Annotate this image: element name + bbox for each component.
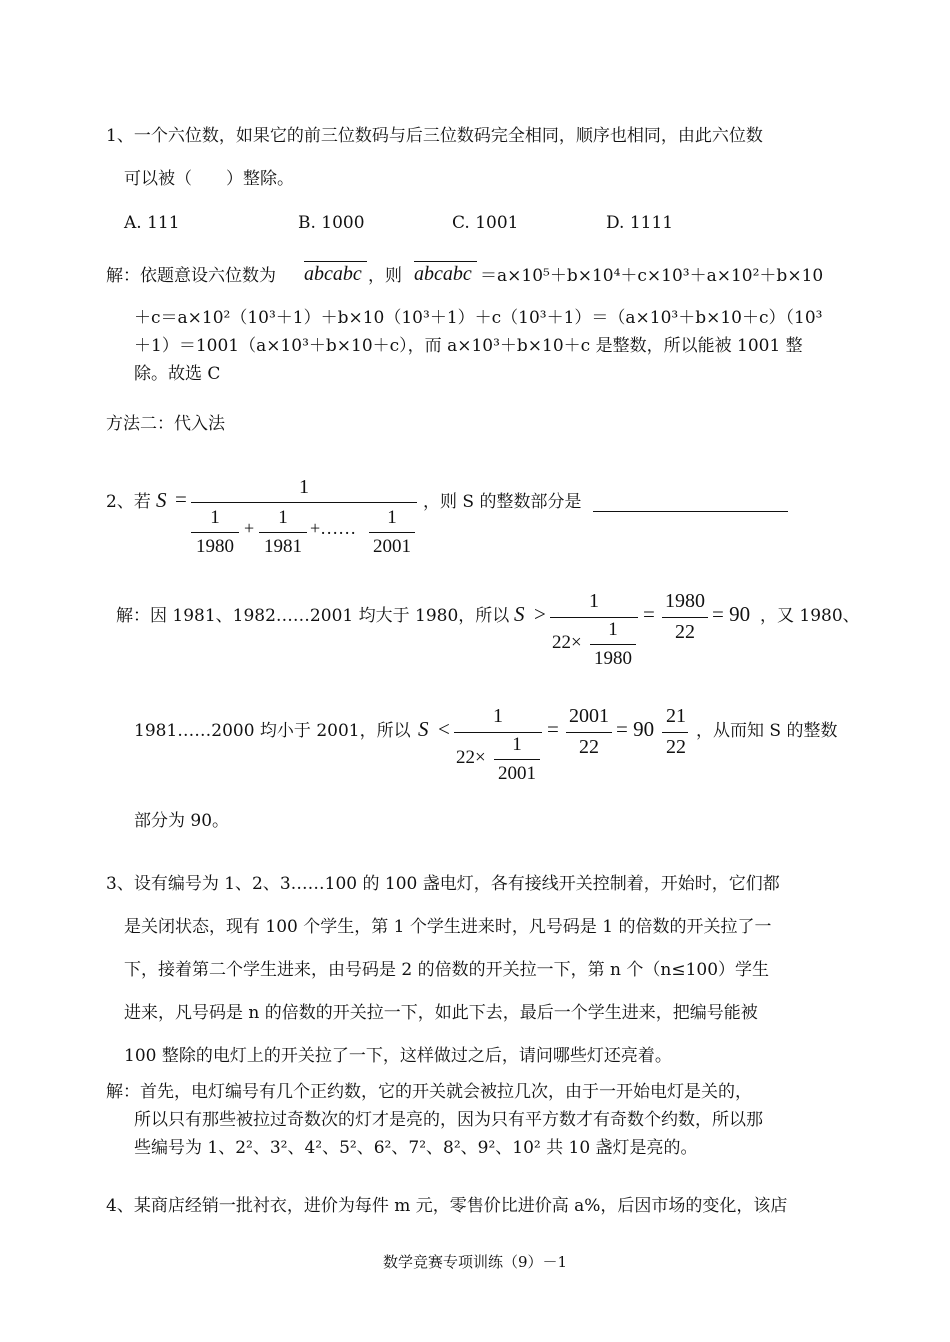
q2-solution2-eq90: = 90 xyxy=(616,717,655,741)
q2-answer-blank[interactable] xyxy=(593,511,788,512)
q3-line4: 进来，凡号码是 n 的倍数的开关拉一下，如此下去，最后一个学生进来，把编号能被 xyxy=(124,1003,758,1023)
q2-sub3-bar xyxy=(369,532,415,533)
q1-solution-mid: ，则 xyxy=(368,266,402,286)
q1-solution-line3: ＋1）＝1001（a×10³＋b×10＋c），而 a×10³＋b×10＋c 是整数，所以能被 1001 整 xyxy=(134,336,803,356)
q2-solution1-res-num: 1980 xyxy=(665,590,705,612)
q2-solution1-res-den: 22 xyxy=(675,621,695,643)
q2-solution2-mixed-den: 22 xyxy=(666,736,686,758)
q1-solution-rest: ＝a×10⁵＋b×10⁴＋c×10³＋a×10²＋b×10 xyxy=(480,266,824,286)
q2-solution2-res-bar xyxy=(566,732,612,733)
q3-solution-line1: 解：首先，电灯编号有几个正约数，它的开关就会被拉几次，由于一开始电灯是关的， xyxy=(106,1082,752,1102)
q3-line5: 100 整除的电灯上的开关拉了一下，这样做过之后，请问哪些灯还亮着。 xyxy=(124,1046,672,1066)
q2-solution1-numerator: 1 xyxy=(589,590,599,612)
q2-solution1-res-bar xyxy=(662,617,708,618)
q3-solution-line3: 些编号为 1、2²、3²、4²、5²、6²、7²、8²、9²、10² 共 10 盏灯是亮的。 xyxy=(134,1138,698,1158)
q2-sub1-bar xyxy=(191,532,239,533)
q2-prefix: 2、若 xyxy=(106,492,151,512)
q2-solution1-inner-den: 1980 xyxy=(594,648,632,669)
q1-overline-2 xyxy=(414,261,477,262)
q1-line2: 可以被（ ）整除。 xyxy=(124,169,294,189)
q1-option-b: B. 1000 xyxy=(298,213,365,233)
q2-solution1-gt: > xyxy=(534,602,546,626)
q2-numerator-1: 1 xyxy=(299,476,309,498)
q2-solution2-k: 22× xyxy=(456,747,486,768)
q2-sub3-numerator: 1 xyxy=(387,507,397,528)
q1-solution-line2: ＋c＝a×10²（10³＋1）＋b×10（10³＋1）＋c（10³＋1）＝（a×10³＋b×10＋c）（10³ xyxy=(134,308,823,328)
q2-sub3-denominator: 2001 xyxy=(373,536,411,557)
q2-s-symbol: S xyxy=(156,488,167,512)
q1-option-c: C. 1001 xyxy=(452,213,519,233)
q3-line1: 3、设有编号为 1、2、3……100 的 100 盏电灯，各有接线开关控制着，开始时，它们都 xyxy=(106,874,780,894)
q2-solution1-eq: = xyxy=(643,602,655,626)
q1-overline-1 xyxy=(304,261,367,262)
q2-solution1-suffix: ，又 1980、 xyxy=(760,606,860,626)
q3-line3: 下，接着第二个学生进来，由号码是 2 的倍数的开关拉一下，第 n 个（n≤100）学生 xyxy=(124,960,770,980)
q2-solution1-bar xyxy=(550,617,638,618)
q3-line2: 是关闭状态，现有 100 个学生，第 1 个学生进来时，凡号码是 1 的倍数的开关拉了一 xyxy=(124,917,772,937)
q2-dots: +…… xyxy=(310,518,357,538)
q2-solution2-inner-num: 1 xyxy=(512,734,522,755)
q2-solution2-inner-bar xyxy=(494,759,540,760)
q2-main-fraction-bar xyxy=(191,502,417,503)
q2-solution1-s: S xyxy=(514,602,525,626)
q2-solution2-numerator: 1 xyxy=(493,705,503,727)
q2-solution2-suffix: ，从而知 S 的整数 xyxy=(696,721,838,741)
q2-solution2-prefix: 1981……2000 均小于 2001，所以 xyxy=(134,721,411,741)
page-footer: 数学竞赛专项训练（9）－1 xyxy=(382,1253,568,1271)
q2-solution2-lt: < xyxy=(438,717,450,741)
q2-solution2-inner-den: 2001 xyxy=(498,763,536,784)
q2-solution2-res-den: 22 xyxy=(579,736,599,758)
q2-solution1-inner-num: 1 xyxy=(608,619,618,640)
q2-solution1-prefix: 解：因 1981、1982……2001 均大于 1980，所以 xyxy=(116,606,510,626)
q2-solution3: 部分为 90。 xyxy=(134,811,230,831)
q1-solution-line4: 除。故选 C xyxy=(134,364,221,384)
q2-solution2-mixed-bar xyxy=(662,732,688,733)
q2-sub2-bar xyxy=(259,532,307,533)
q1-option-a: A. 111 xyxy=(124,213,180,233)
q2-solution1-result: = 90 xyxy=(712,602,751,626)
q2-solution2-res-num: 2001 xyxy=(569,705,609,727)
q2-solution1-k: 22× xyxy=(552,632,582,653)
q1-line1: 1、一个六位数，如果它的前三位数码与后三位数码完全相同，顺序也相同，由此六位数 xyxy=(106,126,763,146)
q1-number-1: abcabc xyxy=(304,263,362,285)
q1-option-d: D. 1111 xyxy=(606,213,674,233)
q1-method2: 方法二：代入法 xyxy=(106,414,225,434)
q2-equals: = xyxy=(175,487,187,511)
q1-number-2: abcabc xyxy=(414,263,472,285)
q4-line1: 4、某商店经销一批衬衣，进价为每件 m 元，零售价比进价高 a%，后因市场的变化，该店 xyxy=(106,1196,788,1216)
q2-solution2-bar xyxy=(454,732,542,733)
q2-sub1-denominator: 1980 xyxy=(196,536,234,557)
q2-plus: + xyxy=(244,518,255,538)
q2-sub2-denominator: 1981 xyxy=(264,536,302,557)
q2-sub1-numerator: 1 xyxy=(210,507,220,528)
q2-sub2-numerator: 1 xyxy=(278,507,288,528)
q2-solution2-mixed-num: 21 xyxy=(666,705,686,727)
q2-solution2-s: S xyxy=(418,717,429,741)
q2-solution1-inner-bar xyxy=(590,644,636,645)
q2-solution2-eq: = xyxy=(547,717,559,741)
q1-solution-prefix: 解：依题意设六位数为 xyxy=(106,266,276,286)
q3-solution-line2: 所以只有那些被拉过奇数次的灯才是亮的，因为只有平方数才有奇数个约数，所以那 xyxy=(134,1110,763,1130)
q2-question-suffix: ，则 S 的整数部分是 xyxy=(423,492,582,512)
